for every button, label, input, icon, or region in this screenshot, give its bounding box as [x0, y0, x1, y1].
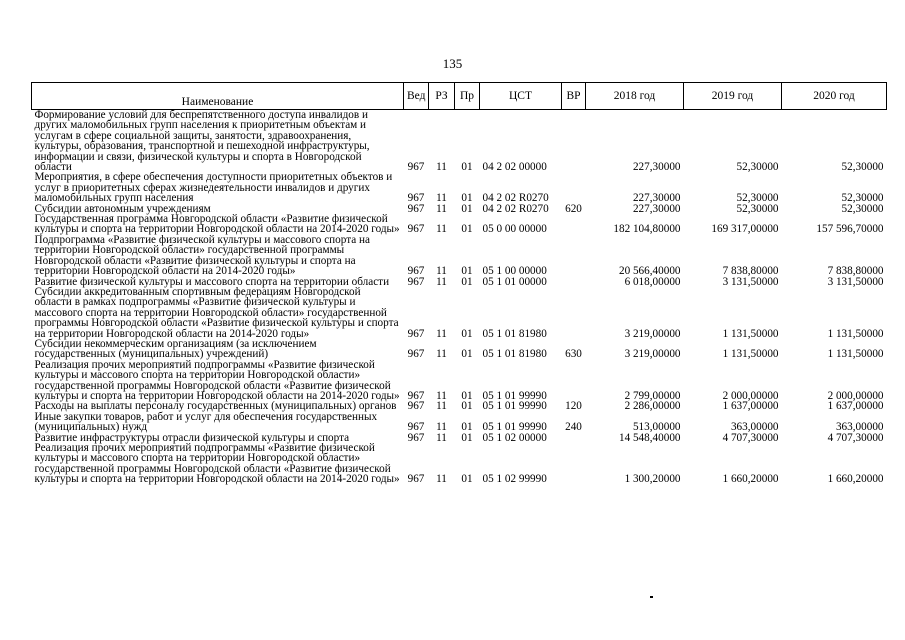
cell-vr: 630	[565, 348, 582, 361]
cell-2019: 3 131,50000	[722, 275, 779, 288]
cell-2018: 20 566,40000	[618, 265, 681, 278]
cell-vr: 620	[565, 202, 582, 215]
cell-name: Развитие инфраструктуры отрасли физической культуры и спорта	[34, 431, 350, 444]
cell-2019: 1 637,00000	[722, 400, 779, 413]
cell-vr	[562, 110, 586, 173]
header-2019: 2019 год	[684, 83, 782, 110]
cell-2020: 52,30000	[841, 202, 884, 215]
cell-2020: 52,30000	[841, 192, 884, 205]
cell-csr: 05 0 00 00000	[482, 223, 547, 236]
header-2018: 2018 год	[586, 83, 684, 110]
cell-rz: 11	[436, 223, 447, 236]
cell-vr	[562, 287, 586, 339]
cell-rz: 11	[436, 192, 447, 205]
table-row	[32, 214, 887, 235]
cell-csr: 05 1 01 99990	[482, 389, 547, 402]
cell-2018: 227,30000	[632, 202, 681, 215]
cell-csr: 05 1 01 99990	[482, 421, 547, 434]
header-vr: ВР	[562, 83, 586, 110]
cell-2018: 2 286,00000	[624, 400, 681, 413]
cell-name: Расходы на выплаты персоналу государственных (муниципальных) органов	[34, 400, 397, 413]
cell-ved: 967	[407, 327, 425, 340]
page-number: 135	[442, 56, 463, 71]
cell-2019: 363,00000	[730, 421, 779, 434]
cell-2020: 3 131,50000	[827, 275, 884, 288]
cell-name: Государственная программа Новгородской области «Развитие физической культуры и спорта на территории Новгородской области на 2014-2020 годы»	[34, 213, 400, 236]
cell-2020: 4 707,30000	[827, 431, 884, 444]
table-row	[32, 339, 887, 360]
cell-name: Субсидии автономным учреждениям	[34, 202, 211, 215]
cell-2018: 182 104,80000	[613, 223, 681, 236]
table-row	[32, 360, 887, 402]
cell-csr: 05 1 01 99990	[482, 400, 547, 413]
cell-name: Иные закупки товаров, работ и услуг для обеспечения государственных (муниципальных) нужд	[34, 410, 378, 434]
cell-2019: 1 131,50000	[722, 348, 779, 361]
cell-pr: 01	[461, 348, 473, 361]
cell-vr: 120	[565, 400, 582, 413]
cell-2018: 227,30000	[632, 192, 681, 205]
cell-2018: 14 548,40000	[618, 431, 681, 444]
cell-2019: 52,30000	[736, 202, 779, 215]
cell-vr	[562, 433, 586, 443]
cell-vr	[562, 360, 586, 402]
cell-vr	[562, 443, 586, 485]
cell-csr: 05 1 02 99990	[482, 473, 547, 486]
header-csr: ЦСТ	[480, 83, 562, 110]
cell-name: Реализация прочих мероприятий подпрограммы «Развитие физической культуры и массового спорта на территории Новгородской области» государственной программы Новгородской области «Развитие физической культуры и спорта на территории Новгородской области на 2014-2020 годы»	[34, 442, 400, 486]
cell-ved: 967	[407, 421, 425, 434]
cell-rz: 11	[436, 202, 447, 215]
cell-name: Субсидии аккредитованным спортивным федерациям Новгородской области в рамках подпрограммы «Развитие физической культуры и массового спорта на территории Новгородской области» государственной программы Новгородской области «Развитие физической культуры и спорта на территории Новгородской области на 2014-2020 годы»	[34, 285, 399, 340]
cell-csr: 05 1 00 00000	[482, 265, 547, 278]
cell-csr: 05 1 01 81980	[482, 327, 547, 340]
cell-ved: 967	[407, 192, 425, 205]
cell-ved: 967	[407, 431, 425, 444]
table-row	[32, 287, 887, 339]
table-row	[32, 412, 887, 433]
cell-vr	[562, 214, 586, 235]
cell-pr: 01	[461, 473, 473, 486]
cell-csr: 05 1 02 00000	[482, 431, 547, 444]
cell-pr: 01	[461, 275, 473, 288]
cell-vr	[562, 235, 586, 277]
cell-csr: 04 2 02 00000	[482, 161, 547, 174]
cell-2018: 227,30000	[632, 161, 681, 174]
cell-pr: 01	[461, 161, 473, 174]
cell-2019: 52,30000	[736, 192, 779, 205]
cell-ved: 967	[407, 348, 425, 361]
table-row	[32, 110, 887, 173]
cell-name: Развитие физической культуры и массового спорта на территории области	[34, 275, 390, 288]
cell-pr: 01	[461, 192, 473, 205]
cell-pr: 01	[461, 431, 473, 444]
cell-rz: 11	[436, 348, 447, 361]
cell-rz: 11	[436, 421, 447, 434]
cell-vr: 240	[565, 421, 582, 434]
cell-2019: 52,30000	[736, 161, 779, 174]
cell-ved: 967	[407, 275, 425, 288]
cell-ved: 967	[407, 473, 425, 486]
cell-rz: 11	[436, 473, 447, 486]
table-row	[32, 235, 887, 277]
cell-csr: 05 1 01 00000	[482, 275, 547, 288]
cell-csr: 05 1 01 81980	[482, 348, 547, 361]
table-row	[32, 443, 887, 485]
cell-2020: 52,30000	[841, 161, 884, 174]
header-rz: РЗ	[429, 83, 455, 110]
cell-2018: 2 799,00000	[624, 389, 681, 402]
header-pr: Пр	[455, 83, 480, 110]
cell-2018: 6 018,00000	[624, 275, 681, 288]
cell-2020: 157 596,70000	[816, 223, 884, 236]
cell-ved: 967	[407, 265, 425, 278]
cell-name: Мероприятия, в сфере обеспечения доступности приоритетных объектов и услуг в приоритетных сферах жизнедеятельности инвалидов и других маломобильных групп населения	[34, 171, 393, 205]
cell-2019: 4 707,30000	[722, 431, 779, 444]
cell-pr: 01	[461, 223, 473, 236]
cell-pr: 01	[461, 202, 473, 215]
cell-rz: 11	[436, 327, 447, 340]
cell-2020: 1 637,00000	[827, 400, 884, 413]
cell-rz: 11	[436, 400, 447, 413]
cell-rz: 11	[436, 275, 447, 288]
cell-vr	[562, 277, 586, 287]
cell-ved: 967	[407, 400, 425, 413]
cell-csr: 04 2 02 R0270	[482, 192, 549, 205]
cell-ved: 967	[407, 389, 425, 402]
cell-2020: 1 131,50000	[827, 327, 884, 340]
cell-2019: 169 317,00000	[711, 223, 779, 236]
cell-name: Реализация прочих мероприятий подпрограммы «Развитие физической культуры и массового спорта на территории Новгородской области» государственной программы Новгородской области «Развитие физической культуры и спорта на территории Новгородской области на 2014-2020 годы»	[34, 358, 400, 402]
cell-2018: 3 219,00000	[624, 348, 681, 361]
cell-2020: 7 838,80000	[827, 265, 884, 278]
stray-mark	[650, 596, 653, 598]
cell-pr: 01	[461, 400, 473, 413]
cell-2018: 3 219,00000	[624, 327, 681, 340]
table-row	[32, 172, 887, 203]
cell-csr: 04 2 02 R0270	[482, 202, 549, 215]
cell-ved: 967	[407, 161, 425, 174]
cell-vr	[562, 172, 586, 203]
header-2020: 2020 год	[782, 83, 887, 110]
cell-2020: 363,00000	[835, 421, 884, 434]
cell-rz: 11	[436, 265, 447, 278]
cell-pr: 01	[461, 421, 473, 434]
cell-pr: 01	[461, 327, 473, 340]
cell-2019: 7 838,80000	[722, 265, 779, 278]
cell-2019: 1 660,20000	[722, 473, 779, 486]
cell-2019: 1 131,50000	[722, 327, 779, 340]
cell-pr: 01	[461, 265, 473, 278]
cell-name: Субсидии некоммерческим организациям (за исключением государственных (муниципальных) учреждений)	[34, 337, 317, 361]
cell-2018: 1 300,20000	[624, 473, 681, 486]
cell-ved: 967	[407, 223, 425, 236]
cell-name: Подпрограмма «Развитие физической культуры и массового спорта на территории Новгородской области» государственной программы Новгородской области «Развитие физической культуры и спорта на территории Новгородской области на 2014-2020 годы»	[34, 233, 370, 278]
cell-2020: 2 000,00000	[827, 389, 884, 402]
cell-2020: 1 131,50000	[827, 348, 884, 361]
budget-table	[31, 82, 887, 485]
cell-rz: 11	[436, 431, 447, 444]
cell-rz: 11	[436, 161, 447, 174]
cell-2020: 1 660,20000	[827, 473, 884, 486]
header-name: Наименование	[32, 83, 404, 110]
header-ved: Вед	[404, 83, 429, 110]
cell-2019: 2 000,00000	[722, 389, 779, 402]
cell-2018: 513,00000	[632, 421, 681, 434]
cell-rz: 11	[436, 389, 447, 402]
table-header-row	[32, 83, 887, 110]
table-body	[32, 110, 887, 485]
cell-name: Формирование условий для беспрепятственного доступа инвалидов и других маломобильных групп населения к приоритетным объектам и услугам в сфере социальной защиты, занятости, здравоохранения, культуры, образования, транспортной и пешеходной инфраструктуры, информации и связи, физической культуры и спорта в Новгородской области	[34, 109, 370, 174]
cell-ved: 967	[407, 202, 425, 215]
cell-pr: 01	[461, 389, 473, 402]
